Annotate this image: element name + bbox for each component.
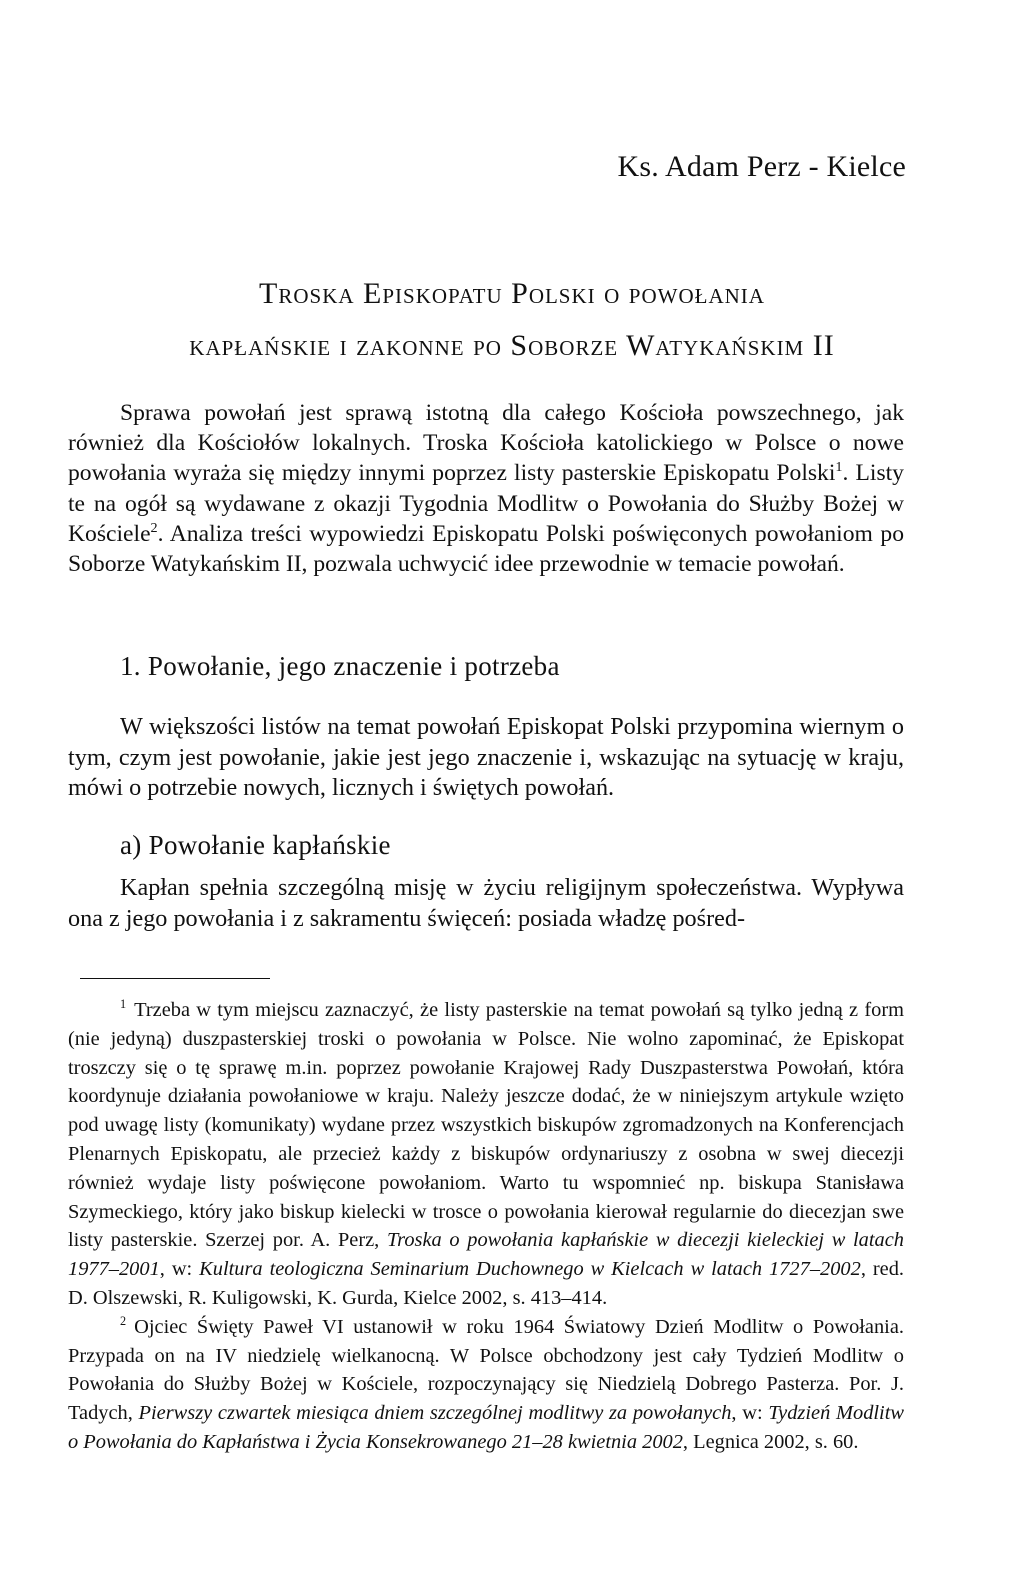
footnote-ref-1[interactable]: 1 — [835, 459, 843, 476]
footnote-ref-2[interactable]: 2 — [150, 519, 158, 536]
footnote-2-title-b: Tydzień Modlitw o Powołania do Kapłaństwa i Życia Konsekrowanego 21–28 kwietnia 2002 — [68, 1402, 904, 1453]
intro-text-3: . Analiza treści wypowiedzi Episkopatu Polski poświęconych powołaniom po Soborze Watykańskim II, pozwala uchwycić idee przewodnie w temacie powołań. — [68, 520, 904, 578]
subsection-a-paragraph: Kapłan spełnia szczególną misję w życiu religijnym społeczeństwa. Wypływa ona z jego powołania i z sakramentu święceń: posiada władzę pośred- — [68, 874, 904, 932]
intro-text-1: Sprawa powołań jest sprawą istotną dla całego Kościoła powszechnego, jak również dla Kościołów lokalnych. Troska Kościoła katolickiego w Polsce o nowe powołania wyraża się między innymi poprzez listy pasterskie Episkopatu Polski — [68, 400, 904, 487]
article-title — [60, 268, 964, 372]
footnote-2-text-b: , w: — [731, 1402, 769, 1425]
footnote-2 — [68, 1313, 904, 1457]
footnote-1-text-b: , w: — [159, 1258, 200, 1281]
footnote-1-title-a: Troska o powołania kapłańskie w diecezji kieleckiej w latach 1977–2001 — [68, 1229, 904, 1281]
footnote-1-text-a: Trzeba w tym miejscu zaznaczyć, że listy pasterskie na temat powołań są tylko jedną z form (nie jedyną) duszpasterskiej troski o powołania w Polsce. Nie wolno zapominać, że Episkopat troszczy się o tę sprawę m.in. poprzez powołanie Krajowej Rady Duszpasterstwa Powołań, która koordynuje działania powołaniowe w kraju. Należy jeszcze dodać, że w niniejszym artykule wzięto pod uwagę listy (komunikaty) wydane przez wszystkich biskupów zgromadzonych na Konferencjach Plenarnych Episkopatu, ale przecież każdy z biskupów ordynariuszy z osobna w swej diecezji również wydaje listy poświęcone powołaniom. Warto tu wspomnieć np. biskupa Stanisława Szymeckiego, który jako biskup kielecki w trosce o powołania kierował regularnie do diecezjan swe listy pasterskie. Szerzej por. A. Perz, — [68, 999, 904, 1252]
intro-paragraph — [68, 398, 904, 579]
footnotes — [68, 996, 904, 1457]
section-1-body — [68, 712, 904, 804]
footnote-1-title-b: Kultura teologiczna Seminarium Duchownego w Kielcach w latach 1727–2002 — [199, 1258, 861, 1281]
subsection-heading-a: a) Powołanie kapłańskie — [120, 830, 391, 860]
footnote-separator — [80, 978, 270, 979]
footnote-2-text-a: Ojciec Święty Paweł VI ustanowił w roku 1964 Światowy Dzień Modlitw o Powołania. Przypada on na IV niedzielę wielkanocną. W Polsce obchodzony jest cały Tydzień Modlitw o Powołania do Służby Bożej w Kościele, rozpoczynający się Niedzielą Dobrego Pasterza. Por. J. Tadych, — [68, 1315, 904, 1425]
section-1-paragraph: W większości listów na temat powołań Episkopat Polski przypomina wiernym o tym, czym jest powołanie, jakie jest jego znaczenie i, wskazując na sytuację w kraju, mówi o potrzebie nowych, licznych i świętych powołań. — [68, 713, 904, 802]
footnote-2-title-a: Pierwszy czwartek miesiąca dniem szczególnej modlitwy za powołanych — [138, 1402, 732, 1425]
subsection-a-body — [68, 873, 904, 934]
intro-paragraph-block — [68, 398, 904, 579]
footnote-1 — [68, 996, 904, 1313]
footnote-1-mark: 1 — [120, 997, 127, 1012]
author-line: Ks. Adam Perz - Kielce — [617, 150, 906, 183]
footnote-1-text-c: , red. D. Olszewski, R. Kuligowski, K. Gurda, Kielce 2002, s. 413–414. — [68, 1258, 904, 1309]
title-line-1: Troska Episkopatu Polski o powołania — [259, 277, 765, 310]
intro-text-2: . Listy te na ogół są wydawane z okazji Tygodnia Modlitw o Powołania do Służby Bożej w Kościele — [68, 460, 904, 547]
title-line-2: kapłańskie i zakonne po Soborze Watykańskim II — [189, 329, 835, 362]
footnote-2-mark: 2 — [120, 1313, 127, 1328]
footnote-2-text-c: , Legnica 2002, s. 60. — [682, 1430, 859, 1453]
section-heading-1: 1. Powołanie, jego znaczenie i potrzeba — [120, 651, 560, 681]
